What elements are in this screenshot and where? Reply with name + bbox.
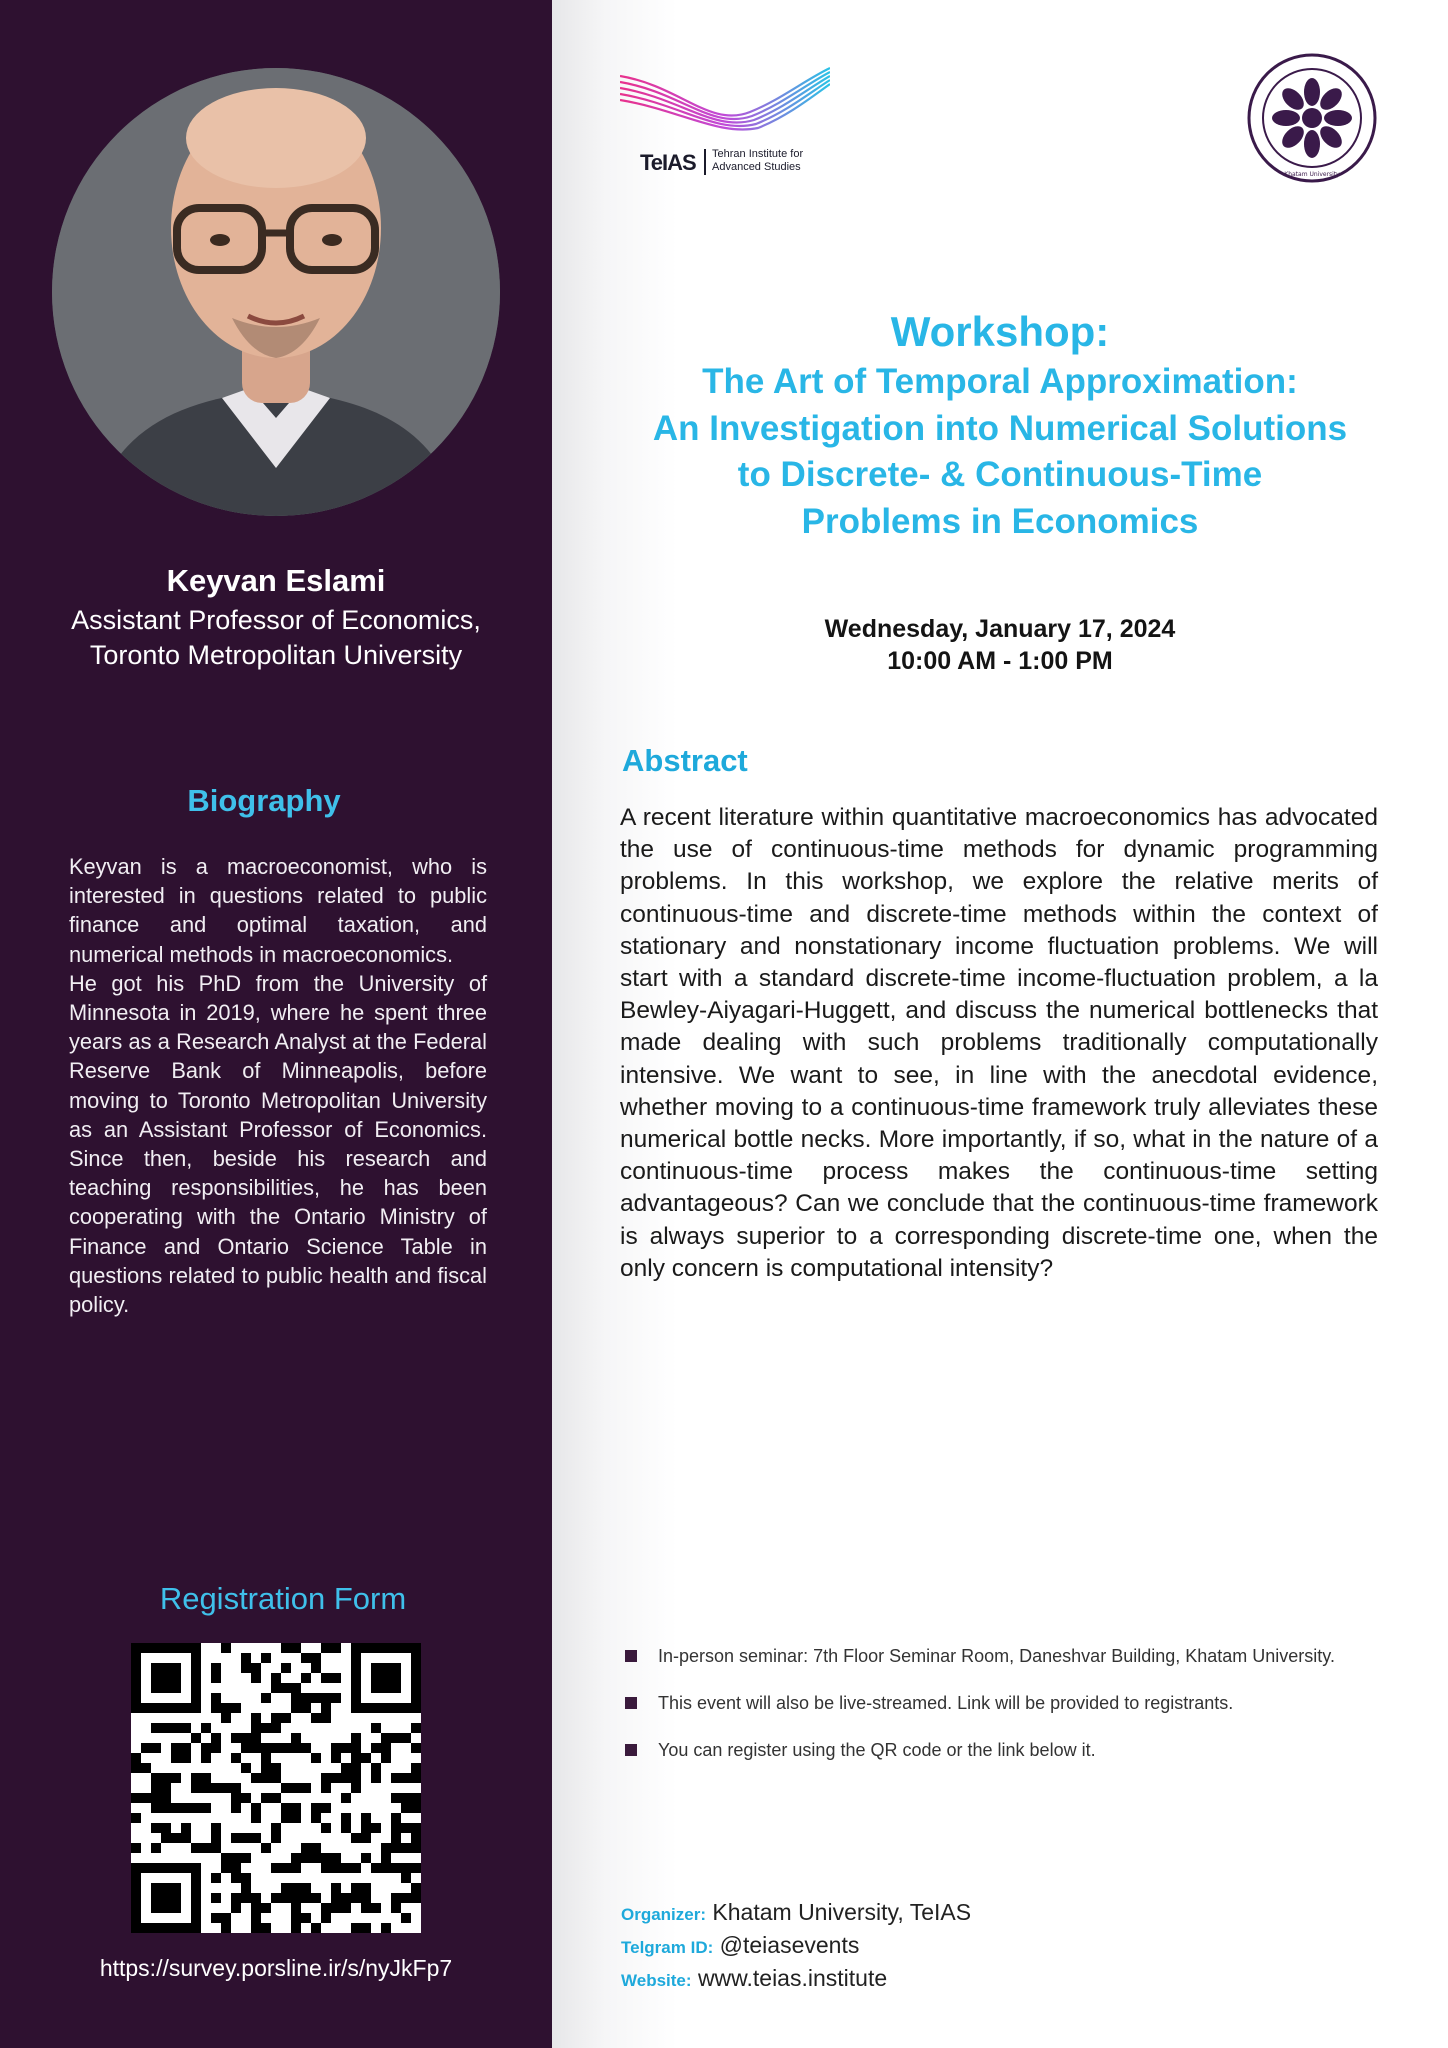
teias-logo [620,66,840,176]
note-text: In-person seminar: 7th Floor Seminar Room, Daneshvar Building, Khatam University. [658,1646,1335,1666]
workshop-title-line-2: An Investigation into Numerical Solutions [652,408,1348,448]
speaker-affiliation: Toronto Metropolitan University [89,640,463,670]
telegram-value[interactable]: @teiasevents [719,1932,860,1958]
square-bullet-icon [625,1744,637,1756]
abstract-text: A recent literature within quantitative macroeconomics has advocated the use of continuous-time methods for dynamic programming problems. In this workshop, we explore the relative merits of continuous-time and discrete-time methods within the context of stationary and nonstationary income fluctuation problems. We will start with a standard discrete-time income-fluctuation problem, a la Bewley-Aiyagari-Huggett, and discuss the numerical bottlenecks that made dealing with such problems traditionally computationally intensive. We want to see, in line with the anecdotal evidence, whether moving to a continuous-time framework truly alleviates these numerical bottle necks. More importantly, if so, what in the nature of a continuous-time process makes the continuous-time setting advantageous? Can we conclude that the continuous-time framework is always superior to a corresponding discrete-time one, when the only concern is computational intensity? [620,804,1378,1282]
speaker-name: Keyvan Eslami [166,563,386,598]
khatam-university-logo [1246,52,1378,184]
workshop-title-line-1: The Art of Temporal Approximation: [702,362,1298,401]
khatam-seal-text: Khatam University [1284,171,1340,178]
square-bullet-icon [625,1697,637,1709]
biography-paragraph-1: Keyvan is a macroeconomist, who is interested in questions related to public finance and optimal taxation, and numerical methods in macroeconomics. [69,854,487,967]
workshop-title-line-3: to Discrete- & Continuous-Time [737,455,1263,494]
event-footer [621,1897,971,1996]
workshop-title [552,305,1448,545]
event-time: 10:00 AM - 1:00 PM [887,647,1113,675]
registration-qr-code[interactable] [131,1643,421,1933]
teias-separator [704,149,706,175]
teias-wordmark: TeIAS [640,150,696,175]
telegram-label: Telgram ID: [621,1938,714,1957]
square-bullet-icon [625,1650,637,1662]
biography-text [69,852,487,1319]
registration-heading: Registration Form [159,1581,407,1616]
teias-subtitle [712,148,803,174]
website-row [621,1963,971,1996]
organizer-value: Khatam University, TeIAS [712,1899,972,1925]
website-link[interactable]: www.teias.institute [697,1965,888,1991]
biography-heading: Biography [187,783,341,818]
biography-paragraph-2: He got his PhD from the University of Minnesota in 2019, where he spent three years as a Research Analyst at the Federal Reserve Bank of Minneapolis, before moving to Toronto Metropolitan University as an Assistant Professor of Economics. Since then, beside his research and teaching responsibilities, he has been cooperating with the Ontario Ministry of Finance and Ontario Science Table in questions related to public health and fiscal policy. [69,970,487,1318]
note-item [622,1739,1422,1786]
note-text: This event will also be live-streamed. Link will be provided to registrants. [658,1693,1234,1713]
teias-subtitle-line-2: Advanced Studies [712,161,801,173]
teias-wave-icon [620,66,830,136]
khatam-seal-icon [1246,52,1378,184]
speaker-title: Assistant Professor of Economics, [71,605,481,635]
note-item [622,1645,1422,1692]
registration-link[interactable]: https://survey.porsline.ir/s/nyJkFp7 [99,1955,453,1981]
note-text: You can register using the QR code or the link below it. [658,1740,1096,1760]
speaker-role [0,603,552,673]
event-notes [622,1645,1422,1786]
left-sidebar [0,0,552,2048]
abstract-heading: Abstract [622,743,748,778]
telegram-row [621,1930,971,1963]
website-label: Website: [621,1971,692,1990]
event-date: Wednesday, January 17, 2024 [824,615,1176,643]
speaker-portrait [52,68,500,516]
schedule [552,613,1448,677]
workshop-title-line-4: Problems in Economics [801,501,1199,541]
teias-subtitle-line-1: Tehran Institute for [712,148,804,160]
workshop-label: Workshop: [890,308,1110,355]
organizer-row [621,1897,971,1930]
note-item [622,1692,1422,1739]
organizer-label: Organizer: [621,1905,707,1924]
